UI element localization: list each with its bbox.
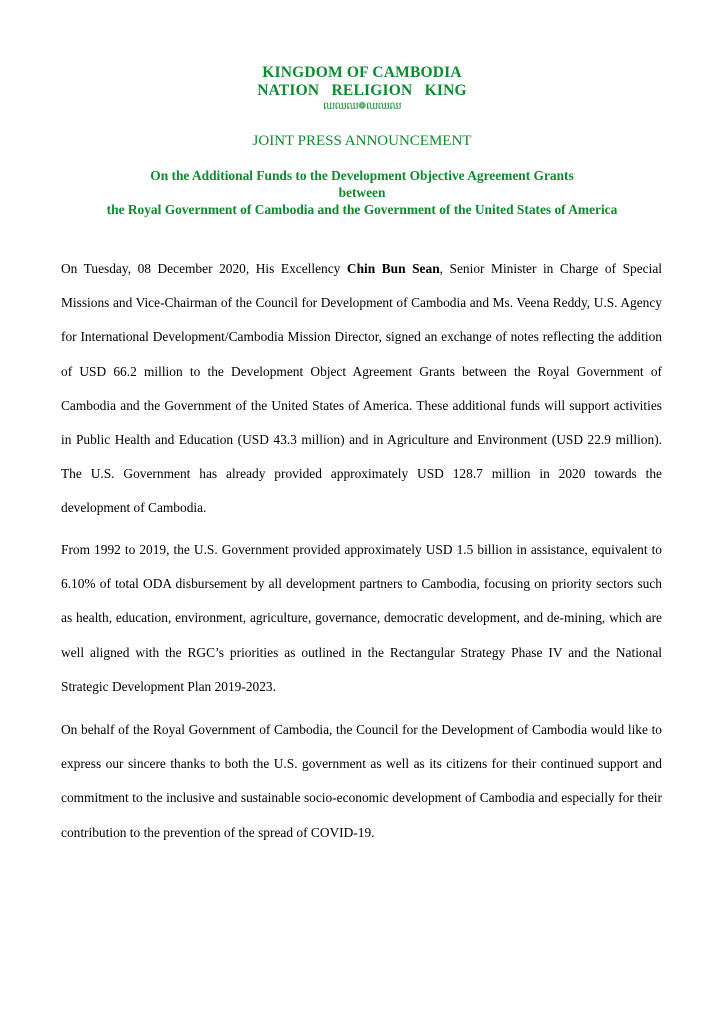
subtitle-line-2: between [338,185,386,200]
body-paragraph-3: On behalf of the Royal Government of Cambodia, the Council for the Development of Cambodia would like to express our sincere thanks to both the U.S. government as well as its citizens for their continued support and commitment to the inclusive and sustainable socio-economic development of Cambodia and especially for their contribution to the prevention of the spread of COVID-19. [61,722,662,840]
paragraph-1-intro: On Tuesday, 08 December 2020, His Excellency [61,261,347,276]
decorative-ornament: ឈឈឈ❁ឈឈឈ [322,101,402,112]
nation-religion-king-heading: NATION RELIGION KING [257,82,467,99]
press-announcement-title: JOINT PRESS ANNOUNCEMENT [252,133,472,149]
body-paragraph-1 [61,252,662,526]
kingdom-heading: KINGDOM OF CAMBODIA [262,64,462,81]
paragraph-1-rest: , Senior Minister in Charge of Special Missions and Vice-Chairman of the Council for Development of Cambodia and Ms. Veena Reddy, U.S. Agency for International Development/Cambodia Mission Director, signed an exchange of notes reflecting the addition of USD 66.2 million to the Development Object Agreement Grants between the Royal Government of Cambodia and the Government of the United States of America. These additional funds will support activities in Public Health and Education (USD 43.3 million) and in Agriculture and Environment (USD 22.9 million). The U.S. Government has already provided approximately USD 128.7 million in 2020 towards the development of Cambodia. [61,261,662,516]
subtitle-line-1: On the Additional Funds to the Development Objective Agreement Grants [150,168,574,183]
subtitle-line-3: the Royal Government of Cambodia and the Government of the United States of America [106,202,618,217]
body-paragraph-2: From 1992 to 2019, the U.S. Government provided approximately USD 1.5 billion in assistance, equivalent to 6.10% of total ODA disbursement by all development partners to Cambodia, focusing on priority sectors such as health, education, environment, agriculture, governance, democratic development, and de-mining, which are well aligned with the RGC’s priorities as outlined in the Rectangular Strategy Phase IV and the National Strategic Development Plan 2019-2023. [61,542,662,694]
minister-name: Chin Bun Sean [346,261,440,276]
